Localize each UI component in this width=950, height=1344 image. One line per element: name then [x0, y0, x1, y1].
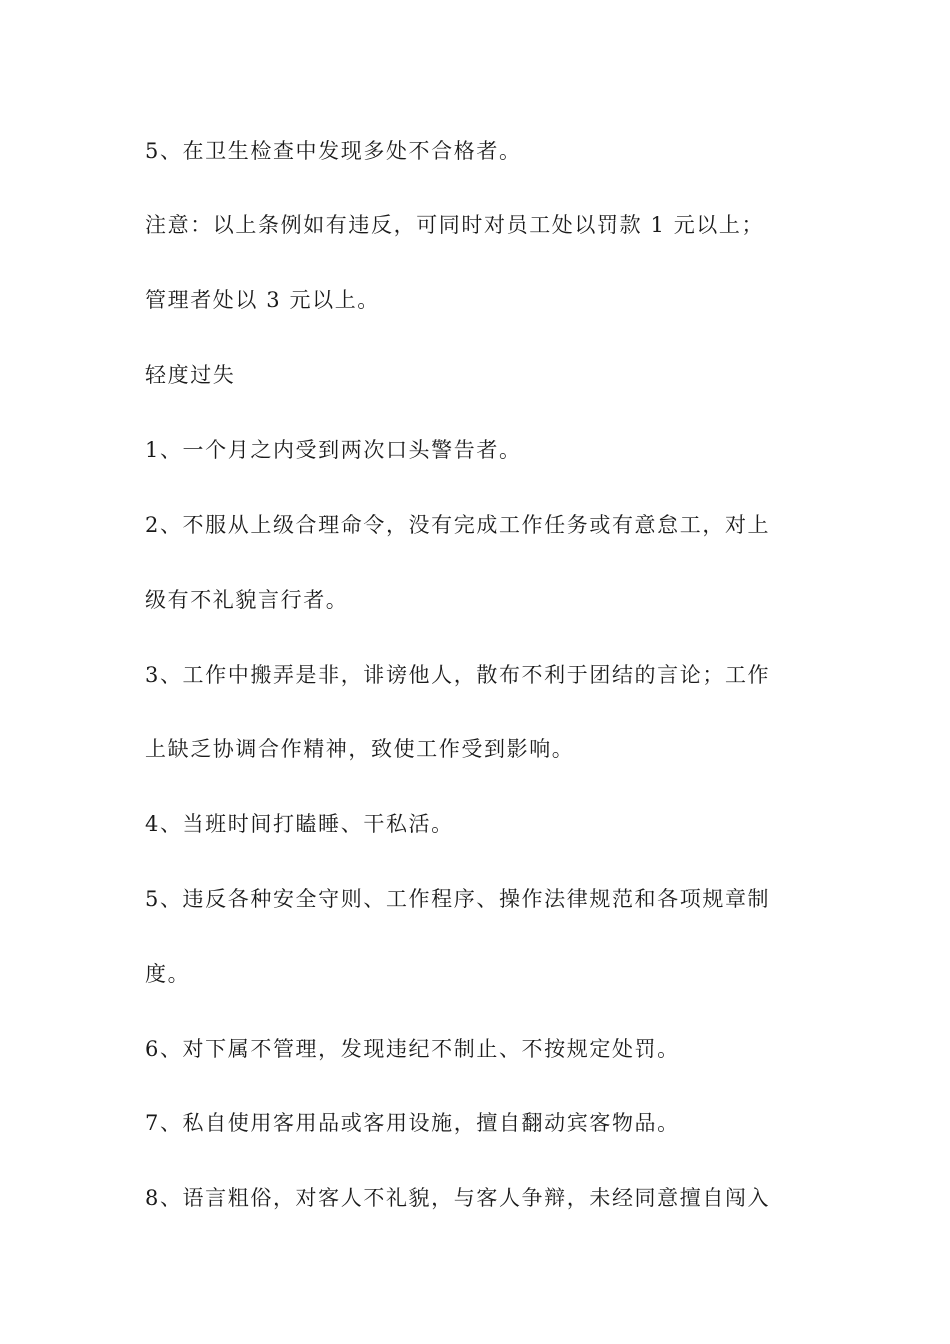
paragraph-line: 注意：以上条例如有违反，可同时对员工处以罚款 1 元以上； [145, 213, 765, 237]
paragraph-line: 7、私自使用客用品或客用设施，擅自翻动宾客物品。 [145, 1111, 680, 1135]
section-heading: 轻度过失 [145, 363, 236, 387]
paragraph-line: 3、工作中搬弄是非，诽谤他人，散布不利于团结的言论；工作 [145, 663, 771, 687]
paragraph-line: 度。 [145, 962, 191, 986]
paragraph-line: 5、在卫生检查中发现多处不合格者。 [145, 139, 522, 163]
paragraph-line: 管理者处以 3 元以上。 [145, 288, 380, 312]
paragraph-line: 4、当班时间打瞌睡、干私活。 [145, 812, 454, 836]
paragraph-line: 1、一个月之内受到两次口头警告者。 [145, 438, 522, 462]
paragraph-line: 2、不服从上级合理命令，没有完成工作任务或有意怠工，对上 [145, 513, 771, 537]
paragraph-line: 级有不礼貌言行者。 [145, 588, 349, 612]
paragraph-line: 8、语言粗俗，对客人不礼貌，与客人争辩，未经同意擅自闯入 [145, 1186, 771, 1210]
paragraph-line: 6、对下属不管理，发现违纪不制止、不按规定处罚。 [145, 1037, 680, 1061]
paragraph-line: 上缺乏协调合作精神，致使工作受到影响。 [145, 737, 575, 761]
paragraph-line: 5、违反各种安全守则、工作程序、操作法律规范和各项规章制 [145, 887, 771, 911]
